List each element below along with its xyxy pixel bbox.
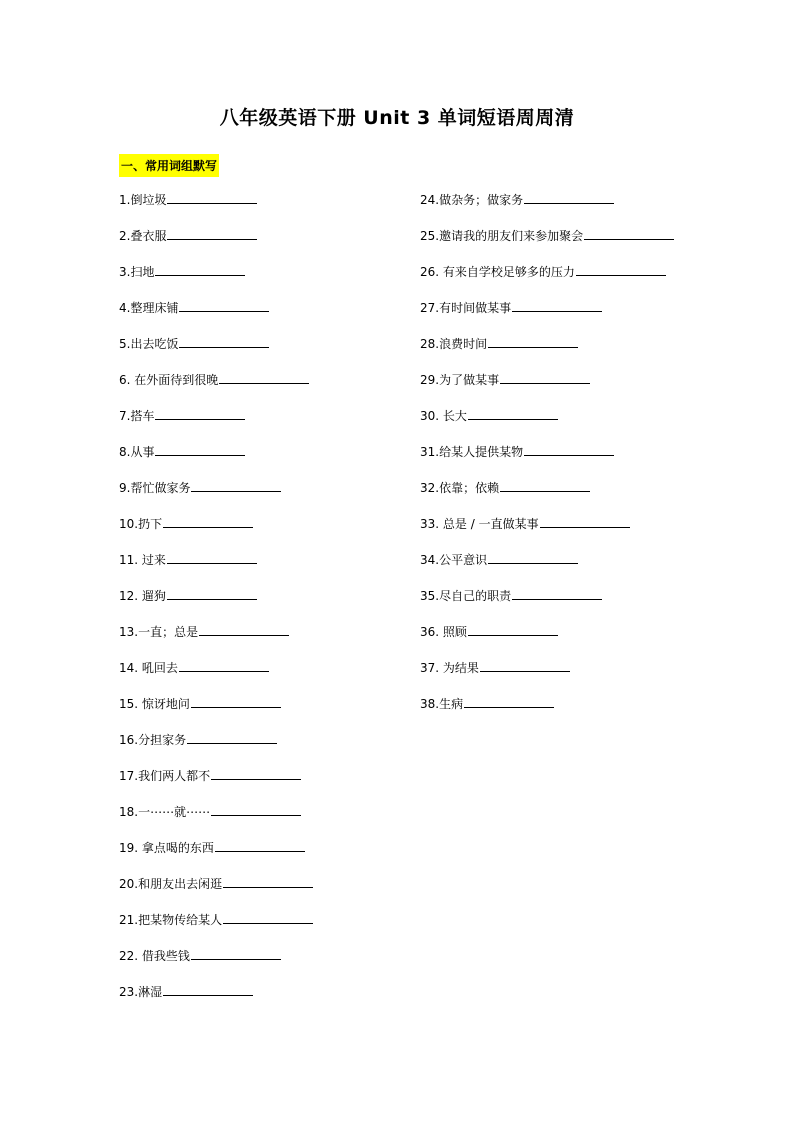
phrase-prompt: 16.分担家务 <box>119 733 187 747</box>
phrase-item <box>119 838 313 874</box>
phrase-prompt: 14. 吼回去 <box>119 661 178 675</box>
answer-blank[interactable] <box>179 658 269 672</box>
phrase-prompt: 10.扔下 <box>119 517 163 531</box>
answer-blank[interactable] <box>167 586 257 600</box>
phrase-prompt: 37. 为结果 <box>420 661 479 675</box>
answer-blank[interactable] <box>468 622 558 636</box>
phrase-item <box>119 982 313 1018</box>
phrase-item <box>119 622 313 658</box>
answer-blank[interactable] <box>167 190 257 204</box>
phrase-prompt: 9.帮忙做家务 <box>119 481 191 495</box>
answer-blank[interactable] <box>223 874 313 888</box>
phrase-item <box>420 334 674 370</box>
answer-blank[interactable] <box>500 478 590 492</box>
phrase-prompt: 33. 总是 / 一直做某事 <box>420 517 539 531</box>
answer-blank[interactable] <box>211 766 301 780</box>
phrase-item <box>420 406 674 442</box>
phrase-prompt: 30. 长大 <box>420 409 467 423</box>
answer-blank[interactable] <box>500 370 590 384</box>
phrase-prompt: 8.从事 <box>119 445 155 459</box>
phrase-prompt: 38.生病 <box>420 697 464 711</box>
phrase-item <box>119 694 313 730</box>
answer-blank[interactable] <box>155 406 245 420</box>
answer-blank[interactable] <box>512 586 602 600</box>
phrase-prompt: 36. 照顾 <box>420 625 467 639</box>
phrase-prompt: 34.公平意识 <box>420 553 488 567</box>
phrase-item <box>119 298 313 334</box>
answer-blank[interactable] <box>464 694 554 708</box>
phrase-item <box>119 190 313 226</box>
phrase-item <box>119 730 313 766</box>
phrase-item <box>420 658 674 694</box>
phrase-prompt: 15. 惊讶地问 <box>119 697 190 711</box>
answer-blank[interactable] <box>179 298 269 312</box>
answer-blank[interactable] <box>191 478 281 492</box>
right-column <box>420 190 674 730</box>
phrase-item <box>420 550 674 586</box>
phrase-item <box>119 586 313 622</box>
phrase-item <box>420 298 674 334</box>
phrase-prompt: 20.和朋友出去闲逛 <box>119 877 223 891</box>
phrase-prompt: 32.依靠；依赖 <box>420 481 500 495</box>
phrase-item <box>119 226 313 262</box>
phrase-item <box>119 802 313 838</box>
phrase-prompt: 2.叠衣服 <box>119 229 167 243</box>
answer-blank[interactable] <box>211 802 301 816</box>
phrase-prompt: 28.浪费时间 <box>420 337 488 351</box>
phrase-prompt: 29.为了做某事 <box>420 373 500 387</box>
answer-blank[interactable] <box>155 442 245 456</box>
phrase-prompt: 23.淋湿 <box>119 985 163 999</box>
phrase-prompt: 24.做杂务；做家务 <box>420 193 524 207</box>
phrase-item <box>119 334 313 370</box>
phrase-item <box>420 586 674 622</box>
answer-blank[interactable] <box>488 334 578 348</box>
answer-blank[interactable] <box>524 190 614 204</box>
answer-blank[interactable] <box>219 370 309 384</box>
phrase-item <box>420 622 674 658</box>
phrase-item <box>420 514 674 550</box>
left-column <box>119 190 313 1018</box>
answer-blank[interactable] <box>215 838 305 852</box>
phrase-item <box>420 442 674 478</box>
answer-blank[interactable] <box>167 226 257 240</box>
answer-blank[interactable] <box>191 694 281 708</box>
phrase-item <box>119 262 313 298</box>
answer-blank[interactable] <box>480 658 570 672</box>
answer-blank[interactable] <box>524 442 614 456</box>
answer-blank[interactable] <box>163 514 253 528</box>
phrase-prompt: 3.扫地 <box>119 265 155 279</box>
phrase-prompt: 1.倒垃圾 <box>119 193 167 207</box>
phrase-item <box>119 550 313 586</box>
phrase-prompt: 19. 拿点喝的东西 <box>119 841 214 855</box>
answer-blank[interactable] <box>187 730 277 744</box>
phrase-prompt: 5.出去吃饭 <box>119 337 179 351</box>
phrase-prompt: 21.把某物传给某人 <box>119 913 223 927</box>
phrase-item <box>119 514 313 550</box>
answer-blank[interactable] <box>167 550 257 564</box>
phrase-prompt: 26. 有来自学校足够多的压力 <box>420 265 575 279</box>
phrase-prompt: 6. 在外面待到很晚 <box>119 373 219 387</box>
answer-blank[interactable] <box>488 550 578 564</box>
phrase-item <box>119 874 313 910</box>
phrase-prompt: 25.邀请我的朋友们来参加聚会 <box>420 229 584 243</box>
phrase-item <box>420 226 674 262</box>
phrase-item <box>119 478 313 514</box>
section-heading: 一、常用词组默写 <box>119 154 219 177</box>
answer-blank[interactable] <box>191 946 281 960</box>
phrase-prompt: 4.整理床铺 <box>119 301 179 315</box>
phrase-item <box>420 262 674 298</box>
phrase-prompt: 7.搭车 <box>119 409 155 423</box>
answer-blank[interactable] <box>468 406 558 420</box>
phrase-prompt: 18.一⋯⋯就⋯⋯ <box>119 805 211 819</box>
phrase-item <box>119 370 313 406</box>
phrase-prompt: 35.尽自己的职责 <box>420 589 512 603</box>
answer-blank[interactable] <box>223 910 313 924</box>
phrase-item <box>420 370 674 406</box>
answer-blank[interactable] <box>199 622 289 636</box>
phrase-item <box>119 406 313 442</box>
phrase-item <box>119 946 313 982</box>
answer-blank[interactable] <box>179 334 269 348</box>
answer-blank[interactable] <box>540 514 630 528</box>
phrase-prompt: 17.我们两人都不 <box>119 769 211 783</box>
page-title: 八年级英语下册 Unit 3 单词短语周周清 <box>219 107 575 129</box>
answer-blank[interactable] <box>576 262 666 276</box>
phrase-prompt: 22. 借我些钱 <box>119 949 190 963</box>
phrase-item <box>420 190 674 226</box>
answer-blank[interactable] <box>163 982 253 996</box>
phrase-prompt: 31.给某人提供某物 <box>420 445 524 459</box>
answer-blank[interactable] <box>584 226 674 240</box>
phrase-item <box>119 910 313 946</box>
phrase-item <box>420 694 674 730</box>
phrase-item <box>420 478 674 514</box>
answer-blank[interactable] <box>512 298 602 312</box>
phrase-item <box>119 766 313 802</box>
phrase-prompt: 11. 过来 <box>119 553 166 567</box>
phrase-prompt: 13.一直；总是 <box>119 625 199 639</box>
phrase-prompt: 12. 遛狗 <box>119 589 166 603</box>
answer-blank[interactable] <box>155 262 245 276</box>
phrase-item <box>119 442 313 478</box>
phrase-item <box>119 658 313 694</box>
phrase-prompt: 27.有时间做某事 <box>420 301 512 315</box>
